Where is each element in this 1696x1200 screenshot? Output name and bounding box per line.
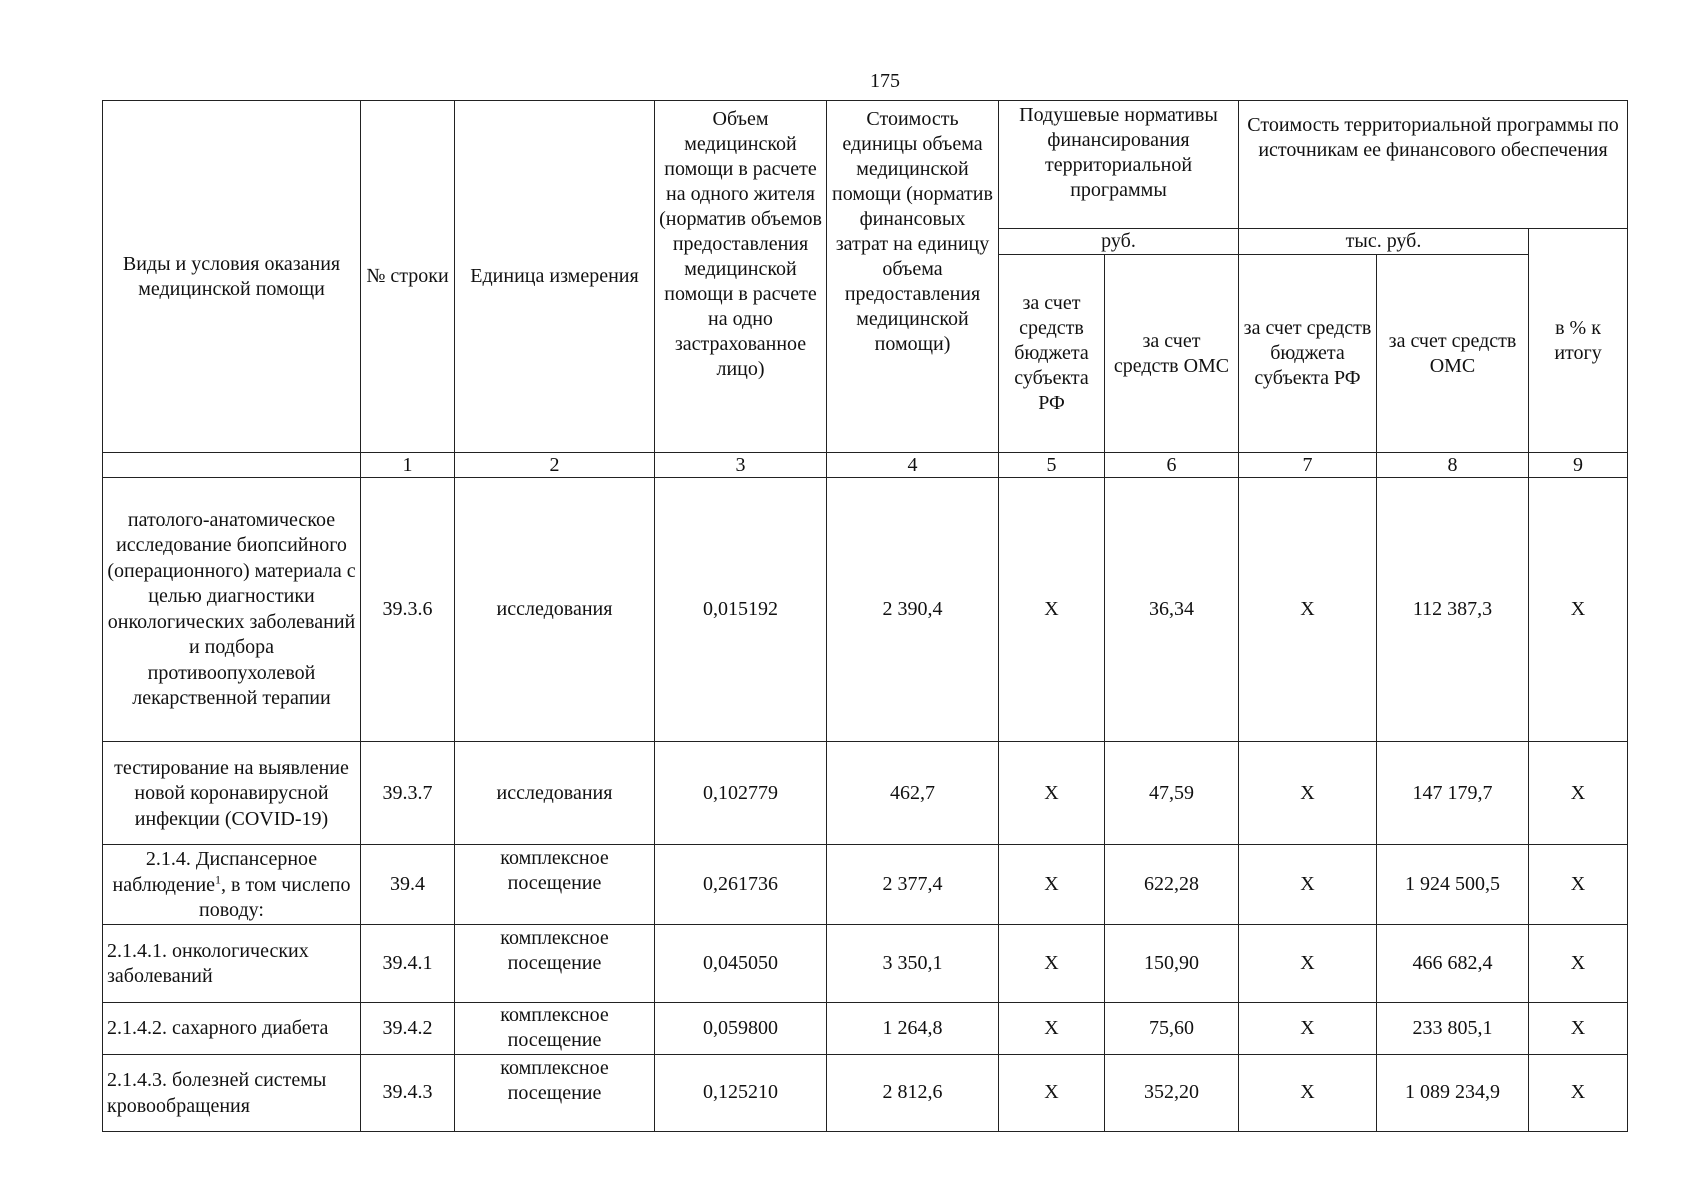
row-tp-oms: 147 179,7: [1377, 742, 1529, 845]
header-percent: в % к итогу: [1529, 229, 1628, 453]
column-number: 7: [1239, 453, 1377, 478]
row-name: 2.1.4.3. болезней системы кровообращения: [103, 1054, 361, 1131]
table-row: [103, 742, 1628, 845]
row-number: 39.4: [361, 845, 455, 925]
row-cost: 2 812,6: [827, 1054, 999, 1131]
row-pc-oms: 75,60: [1105, 1002, 1239, 1054]
column-number: 8: [1377, 453, 1529, 478]
row-unit: комплексное посещение: [455, 1002, 655, 1054]
row-pc-oms: 622,28: [1105, 845, 1239, 925]
row-number: 39.4.2: [361, 1002, 455, 1054]
row-tp-oms: 466 682,4: [1377, 924, 1529, 1002]
row-unit: исследования: [455, 478, 655, 742]
row-pc-budget: Х: [999, 742, 1105, 845]
header-type: Виды и условия оказания медицинской помощи: [103, 101, 361, 453]
row-tp-oms: 233 805,1: [1377, 1002, 1529, 1054]
row-name: 2.1.4.2. сахарного диабета: [103, 1002, 361, 1054]
row-cost: 462,7: [827, 742, 999, 845]
header-program-cost-unit: тыс. руб.: [1239, 229, 1529, 255]
header-tp-budget: за счет средств бюджета субъекта РФ: [1239, 255, 1377, 453]
column-number: 3: [655, 453, 827, 478]
row-name: 2.1.4.1. онкологических заболеваний: [103, 924, 361, 1002]
row-percent: Х: [1529, 924, 1628, 1002]
header-per-capita-unit: руб.: [999, 229, 1239, 255]
row-name-text: 2.1.4. Диспансерное наблюдение: [112, 848, 318, 896]
row-cost: 3 350,1: [827, 924, 999, 1002]
table-row: [103, 845, 1628, 925]
row-number: 39.3.7: [361, 742, 455, 845]
column-number: 6: [1105, 453, 1239, 478]
row-percent: Х: [1529, 478, 1628, 742]
row-pc-budget: Х: [999, 845, 1105, 925]
table-row: [103, 924, 1628, 1002]
row-unit: исследования: [455, 742, 655, 845]
row-volume: 0,059800: [655, 1002, 827, 1054]
header-pc-budget: за счет средств бюджета субъекта РФ: [999, 255, 1105, 453]
financing-table: [102, 100, 1628, 1132]
footnote-marker: 1: [215, 871, 222, 886]
row-tp-oms: 1 924 500,5: [1377, 845, 1529, 925]
header-tp-oms: за счет средств ОМС: [1377, 255, 1529, 453]
row-percent: Х: [1529, 742, 1628, 845]
header-volume: Объем медицинской помощи в расчете на одного жителя (норматив объемов предоставления медицинской помощи в расчете на одно застрахованное лицо): [655, 101, 827, 453]
row-tp-budget: Х: [1239, 742, 1377, 845]
row-unit: комплексное посещение: [455, 1054, 655, 1131]
header-unit: Единица измерения: [455, 101, 655, 453]
column-numbers-row: [103, 453, 1628, 478]
column-number: 1: [361, 453, 455, 478]
row-name-text: , в том числепо поводу:: [199, 873, 351, 921]
row-cost: 1 264,8: [827, 1002, 999, 1054]
row-volume: 0,102779: [655, 742, 827, 845]
header-per-capita: Подушевые нормативы финансирования территориальной программы: [999, 101, 1239, 229]
column-number: 4: [827, 453, 999, 478]
row-cost: 2 377,4: [827, 845, 999, 925]
row-tp-budget: Х: [1239, 845, 1377, 925]
row-unit: комплексное посещение: [455, 845, 655, 925]
row-tp-oms: 112 387,3: [1377, 478, 1529, 742]
row-percent: Х: [1529, 1002, 1628, 1054]
header-row-number: № строки: [361, 101, 455, 453]
table-row: [103, 1054, 1628, 1131]
header-program-cost: Стоимость территориальной программы по источникам ее финансового обеспечения: [1239, 101, 1628, 229]
row-pc-oms: 150,90: [1105, 924, 1239, 1002]
row-pc-budget: Х: [999, 478, 1105, 742]
table-row: [103, 478, 1628, 742]
row-name: патолого-анатомическое исследование биопсийного (операционного) материала с целью диагностики онкологических заболеваний и подбора противоопухолевой лекарственной терапии: [103, 478, 361, 742]
row-volume: 0,261736: [655, 845, 827, 925]
page-number: 175: [870, 70, 900, 92]
header-cost: Стоимость единицы объема медицинской помощи (норматив финансовых затрат на единицу объема предоставления медицинской помощи): [827, 101, 999, 453]
row-number: 39.4.1: [361, 924, 455, 1002]
row-pc-oms: 36,34: [1105, 478, 1239, 742]
row-number: 39.3.6: [361, 478, 455, 742]
table-row: [103, 1002, 1628, 1054]
header-row-top: [103, 101, 1628, 229]
row-volume: 0,015192: [655, 478, 827, 742]
column-number: 5: [999, 453, 1105, 478]
row-tp-budget: Х: [1239, 1054, 1377, 1131]
row-name: тестирование на выявление новой коронавирусной инфекции (COVID-19): [103, 742, 361, 845]
row-volume: 0,045050: [655, 924, 827, 1002]
row-percent: Х: [1529, 1054, 1628, 1131]
column-number: [103, 453, 361, 478]
row-number: 39.4.3: [361, 1054, 455, 1131]
row-percent: Х: [1529, 845, 1628, 925]
row-tp-oms: 1 089 234,9: [1377, 1054, 1529, 1131]
row-name: [103, 845, 361, 925]
row-pc-oms: 47,59: [1105, 742, 1239, 845]
row-unit: комплексное посещение: [455, 924, 655, 1002]
row-pc-budget: Х: [999, 924, 1105, 1002]
row-cost: 2 390,4: [827, 478, 999, 742]
row-volume: 0,125210: [655, 1054, 827, 1131]
row-pc-oms: 352,20: [1105, 1054, 1239, 1131]
row-tp-budget: Х: [1239, 1002, 1377, 1054]
row-tp-budget: Х: [1239, 478, 1377, 742]
row-tp-budget: Х: [1239, 924, 1377, 1002]
row-pc-budget: Х: [999, 1002, 1105, 1054]
row-pc-budget: Х: [999, 1054, 1105, 1131]
column-number: 2: [455, 453, 655, 478]
column-number: 9: [1529, 453, 1628, 478]
header-pc-oms: за счет средств ОМС: [1105, 255, 1239, 453]
